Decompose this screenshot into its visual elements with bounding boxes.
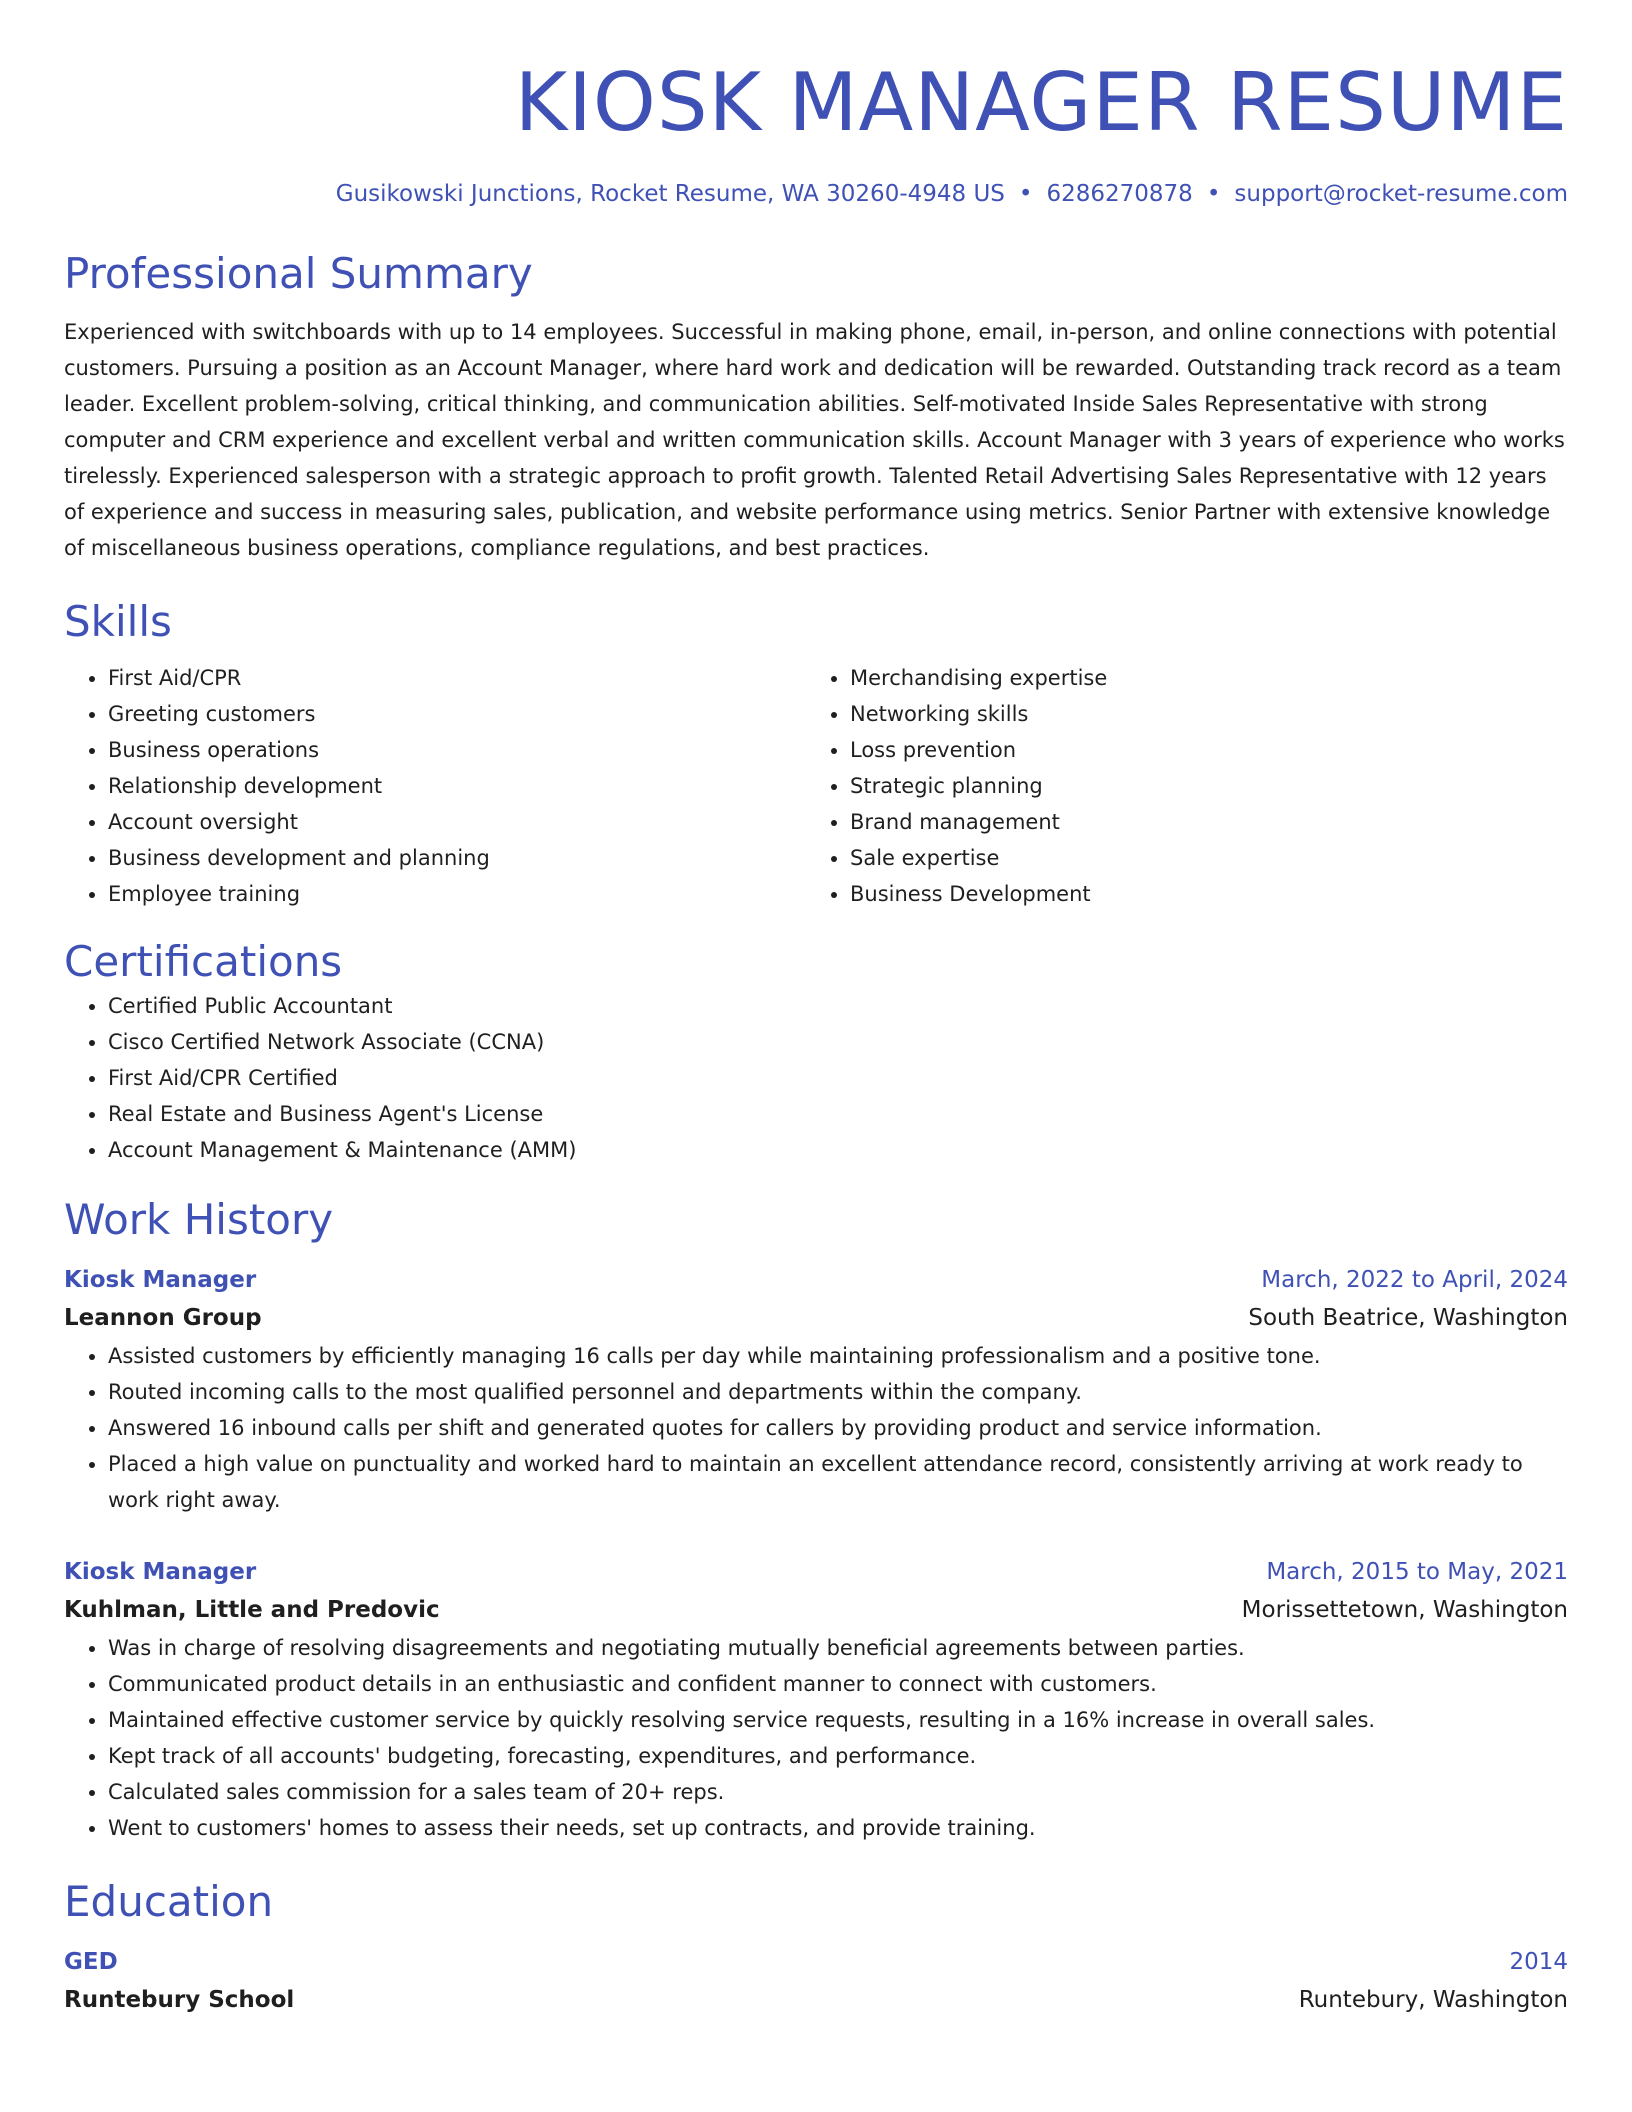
work-history-heading: Work History xyxy=(64,1195,334,1244)
skills-column-left xyxy=(64,660,806,912)
contact-email[interactable]: support@rocket-resume.com xyxy=(1234,181,1568,207)
education-school: Runtebury School xyxy=(64,1987,295,2013)
education-year: 2014 xyxy=(1509,1949,1568,1975)
skill-item: • First Aid/CPR xyxy=(108,660,806,696)
certification-item: • Account Management & Maintenance (AMM) xyxy=(108,1132,1568,1168)
contact-address: Gusikowski Junctions, Rocket Resume, WA 30260-4948 US xyxy=(335,181,1005,207)
education-degree: GED xyxy=(64,1949,118,1975)
skill-item: • Networking skills xyxy=(850,696,1548,732)
job-bullet: • Assisted customers by efficiently managing 16 calls per day while maintaining professionalism and a positive tone. xyxy=(108,1338,1568,1374)
skills-list-left xyxy=(64,660,806,912)
education-entry xyxy=(64,1944,1568,2020)
job-location: Morissettetown, Washington xyxy=(1241,1597,1568,1623)
skill-item: • Sale expertise xyxy=(850,840,1548,876)
job-location: South Beatrice, Washington xyxy=(1248,1305,1568,1331)
skill-item: • Business development and planning xyxy=(108,840,806,876)
certification-item: • Real Estate and Business Agent's License xyxy=(108,1096,1568,1132)
skill-item: • Employee training xyxy=(108,876,806,912)
skills-column-right xyxy=(806,660,1548,912)
skill-item: • Business Development xyxy=(850,876,1548,912)
job-bullet: • Was in charge of resolving disagreements and negotiating mutually beneficial agreements between parties. xyxy=(108,1630,1568,1666)
job-bullet: • Kept track of all accounts' budgeting, forecasting, expenditures, and performance. xyxy=(108,1738,1568,1774)
certification-item: • First Aid/CPR Certified xyxy=(108,1060,1568,1096)
certifications-heading: Certifications xyxy=(64,937,343,986)
education-location: Runtebury, Washington xyxy=(1298,1987,1568,2013)
job-header-row xyxy=(64,1554,1568,1590)
skill-item: • Merchandising expertise xyxy=(850,660,1548,696)
summary-text: Experienced with switchboards with up to 14 employees. Successful in making phone, email, in-person, and online connections with potential customers. Pursuing a position as an Account Manager, where hard work and dedication will be rewarded. Outstanding track record as a team leader. Excellent problem-solving, critical thinking, and communication abilities. Self-motivated Inside Sales Representative with strong computer and CRM experience and excellent verbal and written communication skills. Account Manager with 3 years of experience who works tirelessly. Experienced salesperson with a strategic approach to profit growth. Talented Retail Advertising Sales Representative with 12 years of experience and success in measuring sales, publication, and website performance using metrics. Senior Partner with extensive knowledge of miscellaneous business operations, compliance regulations, and best practices. xyxy=(64,320,1565,560)
skill-item: • Relationship development xyxy=(108,768,806,804)
skill-item: • Greeting customers xyxy=(108,696,806,732)
skill-item: • Account oversight xyxy=(108,804,806,840)
job-entry xyxy=(64,1554,1568,1846)
skills-list-right xyxy=(806,660,1548,912)
job-bullet: • Routed incoming calls to the most qualified personnel and departments within the company. xyxy=(108,1374,1568,1410)
job-company-row xyxy=(64,1590,1568,1630)
skill-item: • Strategic planning xyxy=(850,768,1548,804)
job-bullet: • Communicated product details in an enthusiastic and confident manner to connect with customers. xyxy=(108,1666,1568,1702)
education-heading: Education xyxy=(64,1877,274,1926)
skill-item: • Business operations xyxy=(108,732,806,768)
job-bullet: • Placed a high value on punctuality and worked hard to maintain an excellent attendance record, consistently arriving at work ready to work right away. xyxy=(108,1446,1568,1518)
certifications-list xyxy=(64,988,1568,1168)
job-bullet: • Calculated sales commission for a sales team of 20+ reps. xyxy=(108,1774,1568,1810)
skill-item: • Brand management xyxy=(850,804,1548,840)
job-bullets xyxy=(64,1630,1568,1846)
job-role: Kiosk Manager xyxy=(64,1559,257,1585)
job-dates: March, 2015 to May, 2021 xyxy=(1266,1559,1568,1585)
education-header-row xyxy=(64,1944,1568,1980)
skills-heading: Skills xyxy=(64,597,172,646)
certification-item: • Certified Public Accountant xyxy=(108,988,1568,1024)
job-entry xyxy=(64,1262,1568,1518)
summary-heading: Professional Summary xyxy=(64,249,533,298)
job-bullet: • Maintained effective customer service by quickly resolving service requests, resulting in a 16% increase in overall sales. xyxy=(108,1702,1568,1738)
certification-item: • Cisco Certified Network Associate (CCNA) xyxy=(108,1024,1568,1060)
resume-title: KIOSK MANAGER RESUME xyxy=(514,56,1568,149)
contact-line xyxy=(64,178,1568,210)
skills-grid xyxy=(64,660,1568,912)
contact-separator: • xyxy=(1206,181,1221,207)
job-header-row xyxy=(64,1262,1568,1298)
contact-phone: 6286270878 xyxy=(1046,181,1193,207)
job-role: Kiosk Manager xyxy=(64,1267,257,1293)
skill-item: • Loss prevention xyxy=(850,732,1548,768)
education-school-row xyxy=(64,1980,1568,2020)
job-company: Kuhlman, Little and Predovic xyxy=(64,1597,440,1623)
job-dates: March, 2022 to April, 2024 xyxy=(1261,1267,1568,1293)
job-bullet: • Went to customers' homes to assess their needs, set up contracts, and provide training. xyxy=(108,1810,1568,1846)
job-bullet: • Answered 16 inbound calls per shift and generated quotes for callers by providing product and service information. xyxy=(108,1410,1568,1446)
job-company-row xyxy=(64,1298,1568,1338)
job-bullets xyxy=(64,1338,1568,1518)
contact-separator: • xyxy=(1018,181,1033,207)
job-company: Leannon Group xyxy=(64,1305,262,1331)
